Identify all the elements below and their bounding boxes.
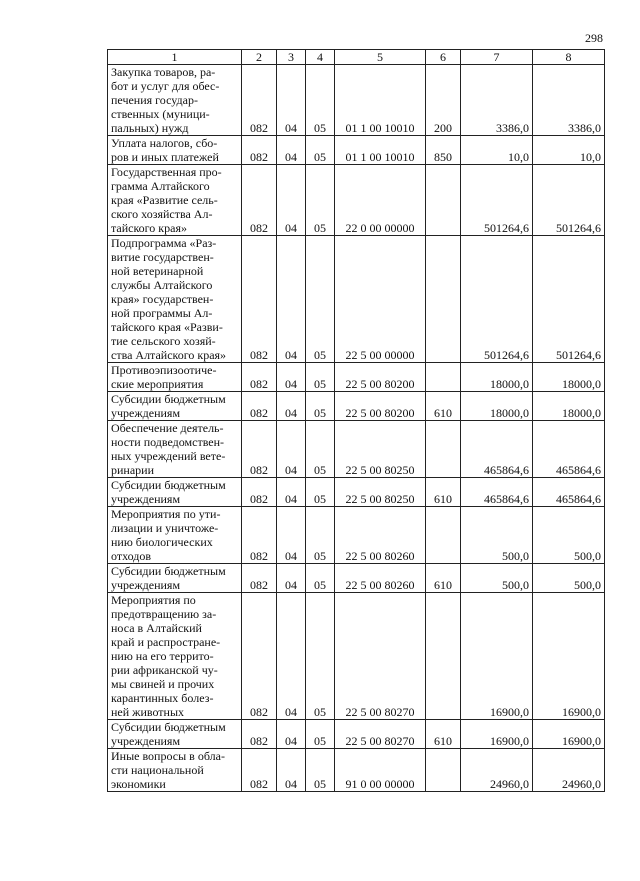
header-col-6: 6 xyxy=(426,50,461,65)
expense-type-code: 850 xyxy=(426,136,461,165)
amount-col-7: 500,0 xyxy=(461,507,533,564)
target-article-code: 22 5 00 00000 xyxy=(335,236,426,363)
section-code: 04 xyxy=(277,421,306,478)
expense-type-code xyxy=(426,236,461,363)
item-name: Мероприятия по предотвращению за- носа в Алтайский край и распростране- нию на его террито- рии африканской чу- мы свиней и прочих карантинных болез- ней животных xyxy=(108,593,242,720)
section-code: 04 xyxy=(277,363,306,392)
ministry-code: 082 xyxy=(242,593,277,720)
subsection-code: 05 xyxy=(306,165,335,236)
target-article-code: 22 5 00 80200 xyxy=(335,392,426,421)
target-article-code: 22 5 00 80260 xyxy=(335,564,426,593)
ministry-code: 082 xyxy=(242,236,277,363)
amount-col-8: 18000,0 xyxy=(533,392,605,421)
subsection-code: 05 xyxy=(306,749,335,792)
table-row xyxy=(108,236,605,363)
target-article-code: 22 5 00 80200 xyxy=(335,363,426,392)
amount-col-8: 501264,6 xyxy=(533,236,605,363)
item-name: Противоэпизоотиче- ские мероприятия xyxy=(108,363,242,392)
expense-type-code xyxy=(426,165,461,236)
amount-col-8: 465864,6 xyxy=(533,478,605,507)
table-row xyxy=(108,363,605,392)
subsection-code: 05 xyxy=(306,363,335,392)
ministry-code: 082 xyxy=(242,165,277,236)
target-article-code: 22 5 00 80270 xyxy=(335,593,426,720)
table-row xyxy=(108,507,605,564)
amount-col-8: 500,0 xyxy=(533,564,605,593)
table-row xyxy=(108,749,605,792)
subsection-code: 05 xyxy=(306,478,335,507)
section-code: 04 xyxy=(277,392,306,421)
target-article-code: 22 5 00 80250 xyxy=(335,478,426,507)
amount-col-8: 16900,0 xyxy=(533,720,605,749)
section-code: 04 xyxy=(277,564,306,593)
table-row xyxy=(108,593,605,720)
subsection-code: 05 xyxy=(306,236,335,363)
subsection-code: 05 xyxy=(306,593,335,720)
table-row xyxy=(108,720,605,749)
section-code: 04 xyxy=(277,507,306,564)
target-article-code: 01 1 00 10010 xyxy=(335,65,426,136)
header-col-5: 5 xyxy=(335,50,426,65)
section-code: 04 xyxy=(277,136,306,165)
amount-col-7: 10,0 xyxy=(461,136,533,165)
expense-type-code xyxy=(426,421,461,478)
amount-col-7: 16900,0 xyxy=(461,720,533,749)
amount-col-7: 24960,0 xyxy=(461,749,533,792)
header-col-4: 4 xyxy=(306,50,335,65)
expense-type-code: 610 xyxy=(426,392,461,421)
ministry-code: 082 xyxy=(242,136,277,165)
amount-col-7: 18000,0 xyxy=(461,392,533,421)
expense-type-code xyxy=(426,507,461,564)
table-row xyxy=(108,564,605,593)
subsection-code: 05 xyxy=(306,65,335,136)
table-row xyxy=(108,392,605,421)
item-name: Подпрограмма «Раз- витие государствен- ной ветеринарной службы Алтайского края» государствен- ной программы Ал- тайского края «Разви- тие сельского хозяй- ства Алтайского края» xyxy=(108,236,242,363)
item-name: Субсидии бюджетным учреждениям xyxy=(108,392,242,421)
ministry-code: 082 xyxy=(242,392,277,421)
amount-col-8: 16900,0 xyxy=(533,593,605,720)
item-name: Субсидии бюджетным учреждениям xyxy=(108,720,242,749)
amount-col-8: 24960,0 xyxy=(533,749,605,792)
item-name: Субсидии бюджетным учреждениям xyxy=(108,478,242,507)
subsection-code: 05 xyxy=(306,507,335,564)
ministry-code: 082 xyxy=(242,65,277,136)
item-name: Закупка товаров, ра- бот и услуг для обес- печения государ- ственных (муници- пальных) нужд xyxy=(108,65,242,136)
ministry-code: 082 xyxy=(242,478,277,507)
expense-type-code: 610 xyxy=(426,478,461,507)
expense-type-code xyxy=(426,593,461,720)
ministry-code: 082 xyxy=(242,564,277,593)
target-article-code: 22 5 00 80260 xyxy=(335,507,426,564)
amount-col-7: 18000,0 xyxy=(461,363,533,392)
target-article-code: 01 1 00 10010 xyxy=(335,136,426,165)
item-name: Субсидии бюджетным учреждениям xyxy=(108,564,242,593)
table-row xyxy=(108,65,605,136)
amount-col-8: 10,0 xyxy=(533,136,605,165)
amount-col-7: 3386,0 xyxy=(461,65,533,136)
section-code: 04 xyxy=(277,593,306,720)
header-col-7: 7 xyxy=(461,50,533,65)
section-code: 04 xyxy=(277,65,306,136)
expense-type-code xyxy=(426,749,461,792)
header-col-8: 8 xyxy=(533,50,605,65)
amount-col-7: 500,0 xyxy=(461,564,533,593)
header-col-3: 3 xyxy=(277,50,306,65)
ministry-code: 082 xyxy=(242,363,277,392)
expense-type-code: 610 xyxy=(426,720,461,749)
ministry-code: 082 xyxy=(242,421,277,478)
target-article-code: 22 0 00 00000 xyxy=(335,165,426,236)
item-name: Уплата налогов, сбо- ров и иных платежей xyxy=(108,136,242,165)
table-row xyxy=(108,478,605,507)
header-col-1: 1 xyxy=(108,50,242,65)
amount-col-8: 500,0 xyxy=(533,507,605,564)
expense-type-code: 200 xyxy=(426,65,461,136)
expense-type-code xyxy=(426,363,461,392)
amount-col-7: 501264,6 xyxy=(461,165,533,236)
item-name: Обеспечение деятель- ности подведомствен- ных учреждений вете- ринарии xyxy=(108,421,242,478)
ministry-code: 082 xyxy=(242,507,277,564)
page-number: 298 xyxy=(585,31,603,45)
section-code: 04 xyxy=(277,165,306,236)
subsection-code: 05 xyxy=(306,392,335,421)
ministry-code: 082 xyxy=(242,720,277,749)
target-article-code: 22 5 00 80250 xyxy=(335,421,426,478)
target-article-code: 22 5 00 80270 xyxy=(335,720,426,749)
table-row xyxy=(108,165,605,236)
subsection-code: 05 xyxy=(306,720,335,749)
section-code: 04 xyxy=(277,720,306,749)
amount-col-7: 501264,6 xyxy=(461,236,533,363)
subsection-code: 05 xyxy=(306,421,335,478)
item-name: Иные вопросы в обла- сти национальной экономики xyxy=(108,749,242,792)
table-row xyxy=(108,421,605,478)
section-code: 04 xyxy=(277,236,306,363)
header-col-2: 2 xyxy=(242,50,277,65)
amount-col-8: 465864,6 xyxy=(533,421,605,478)
amount-col-7: 465864,6 xyxy=(461,421,533,478)
section-code: 04 xyxy=(277,749,306,792)
amount-col-7: 465864,6 xyxy=(461,478,533,507)
item-name: Мероприятия по ути- лизации и уничтоже- нию биологических отходов xyxy=(108,507,242,564)
section-code: 04 xyxy=(277,478,306,507)
amount-col-7: 16900,0 xyxy=(461,593,533,720)
amount-col-8: 18000,0 xyxy=(533,363,605,392)
table-header-row xyxy=(108,50,605,65)
target-article-code: 91 0 00 00000 xyxy=(335,749,426,792)
expense-type-code: 610 xyxy=(426,564,461,593)
table-row xyxy=(108,136,605,165)
amount-col-8: 501264,6 xyxy=(533,165,605,236)
budget-table xyxy=(107,49,605,792)
table-body xyxy=(108,65,605,792)
ministry-code: 082 xyxy=(242,749,277,792)
subsection-code: 05 xyxy=(306,136,335,165)
item-name: Государственная про- грамма Алтайского края «Развитие сель- ского хозяйства Ал- тайского края» xyxy=(108,165,242,236)
subsection-code: 05 xyxy=(306,564,335,593)
amount-col-8: 3386,0 xyxy=(533,65,605,136)
